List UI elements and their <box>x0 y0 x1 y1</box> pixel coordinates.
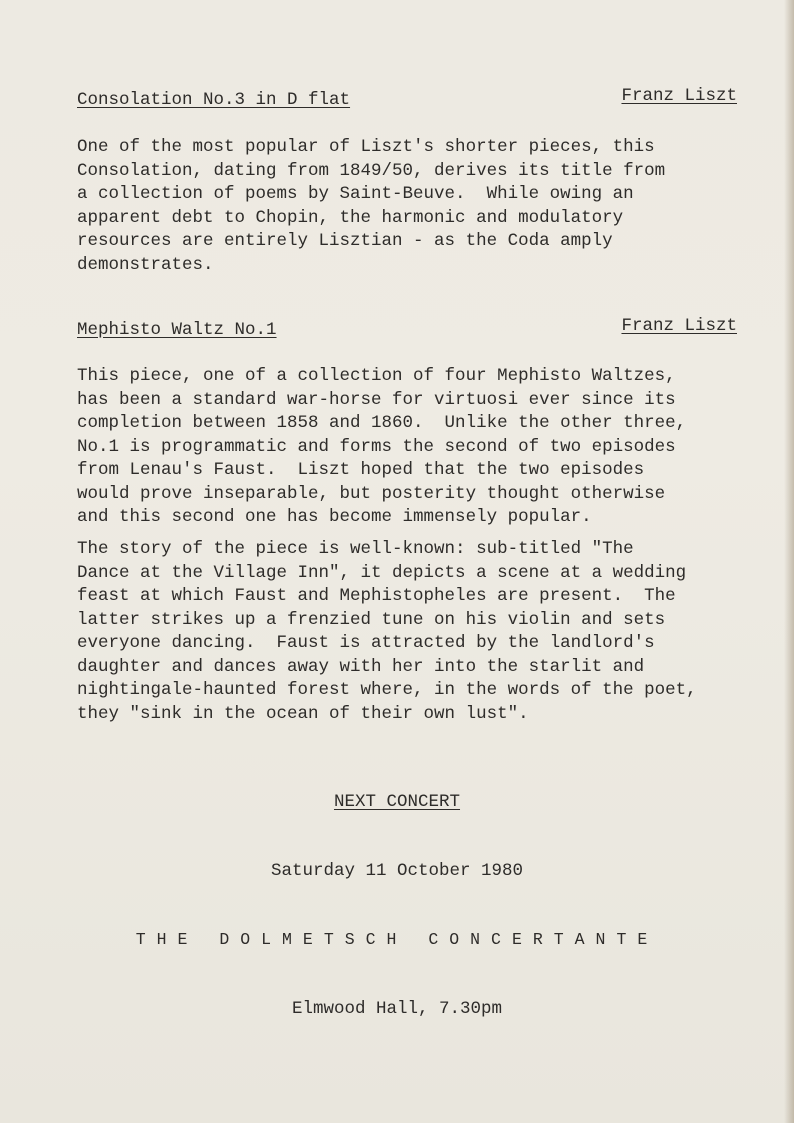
paper-edge-shadow <box>784 0 794 1123</box>
text-line: everyone dancing. Faust is attracted by the landlord's <box>77 633 655 653</box>
text-line: This piece, one of a collection of four Mephisto Waltzes, <box>77 366 676 386</box>
section-heading-consolation <box>77 86 737 114</box>
next-concert-heading: NEXT CONCERT <box>333 792 461 812</box>
ensemble-name: THE DOLMETSCH CONCERTANTE <box>135 930 659 949</box>
text-line: apparent debt to Chopin, the harmonic and modulatory <box>77 207 624 228</box>
text-line: they "sink in the ocean of their own lust". <box>77 703 529 724</box>
piece-title: Consolation No.3 in D flat <box>77 90 351 110</box>
text-line: feast at which Faust and Mephistopheles are present. The <box>77 586 676 606</box>
text-line: resources are entirely Lisztian - as the Coda amply <box>77 231 613 251</box>
text-line: demonstrates. <box>77 254 214 275</box>
paragraph-mephisto-story <box>77 538 697 726</box>
piece-title: Mephisto Waltz No.1 <box>77 320 277 340</box>
paragraph-consolation <box>77 136 665 277</box>
text-line: Dance at the Village Inn", it depicts a scene at a wedding <box>77 562 687 583</box>
text-line: No.1 is programmatic and forms the second of two episodes <box>77 436 676 457</box>
text-line: daughter and dances away with her into the starlit and <box>77 656 645 677</box>
paragraph-mephisto-intro <box>77 365 686 530</box>
text-line: nightingale-haunted forest where, in the words of the poet, <box>77 680 697 700</box>
text-line: One of the most popular of Liszt's shorter pieces, this <box>77 137 655 157</box>
text-line: completion between 1858 and 1860. Unlike the other three, <box>77 413 687 433</box>
text-line: has been a standard war-horse for virtuosi ever since its <box>77 389 676 410</box>
section-heading-mephisto <box>77 316 737 344</box>
composer-name: Franz Liszt <box>621 86 737 106</box>
text-line: and this second one has become immensely popular. <box>77 507 592 527</box>
text-line: from Lenau's Faust. Liszt hoped that the two episodes <box>77 460 645 480</box>
text-line: would prove inseparable, but posterity thought otherwise <box>77 483 666 504</box>
text-line: Consolation, dating from 1849/50, derives its title from <box>77 160 666 181</box>
composer-name: Franz Liszt <box>621 316 737 336</box>
text-line: The story of the piece is well-known: sub-titled "The <box>77 539 634 559</box>
concert-venue: Elmwood Hall, 7.30pm <box>291 999 503 1019</box>
text-line: a collection of poems by Saint-Beuve. While owing an <box>77 184 634 204</box>
concert-date: Saturday 11 October 1980 <box>270 861 524 881</box>
text-line: latter strikes up a frenzied tune on his violin and sets <box>77 609 666 630</box>
